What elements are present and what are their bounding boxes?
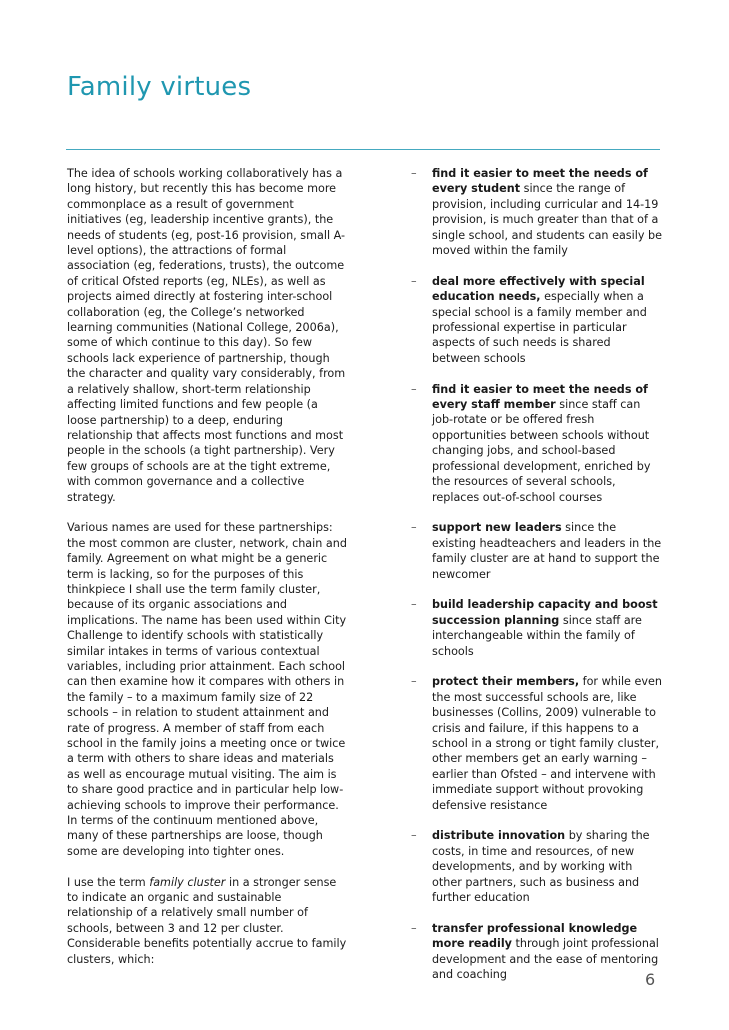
paragraph-3-post: in a stronger sense to indicate an organic and sustainable relationship of a relatively small number of schools, between 3 and 12 per cluster. Considerable benefits potentially accrue to family clusters, which: [67,875,347,966]
paragraph-2: Various names are used for these partnerships: the most common are cluster, network, chain and family. Agreement on what might be a generic term is lacking, so for the purposes of this thinkpiece I shall use the term family cluster, because of its organic associations and implications. The name has been used within City Challenge to identify schools with statistically similar intakes in terms of various contextual variables, including prior attainment. Each school can then examine how it compares with others in the family – to a maximum family size of 22 schools – in relation to student attainment and rate of progress. A member of staff from each school in the family joins a meeting once or twice a term with others to share ideas and materials as well as encourage mutual visiting. The aim is to share good practice and in particular help low-achieving schools to improve their performance. In terms of the continuum mentioned above, many of these partnerships are loose, though some are developing into tighter ones. [67,521,347,858]
dash-bullet: – [411,921,417,935]
paragraph-3 [67,875,349,967]
benefits-list [411,166,663,998]
bullet-text: since the existing headteachers and leaders in the family cluster are at hand to support the newcomer [432,521,662,581]
bullet-text: since staff are interchangeable within the family of schools [432,613,642,658]
title-divider [66,149,660,150]
dash-bullet: – [411,274,417,288]
bullet-bold: find it easier to meet the needs of every staff member [432,382,648,412]
bullet-bold: find it easier to meet the needs of every student [432,167,648,196]
list-item [411,597,662,659]
paragraph-3-term: family cluster [149,875,226,889]
page-title: Family virtues [67,72,252,102]
bullet-text: since the range of provision, including curricular and 14-19 provision, is much greater than that of a single school, and students can easily be moved within the family [432,182,663,258]
list-item [411,166,663,258]
bullet-text: especially when a special school is a family member and professional expertise in particular aspects of such needs is shared between schools [432,290,647,365]
bullet-bold: deal more effectively with special education needs, [432,274,645,304]
bullet-bold: distribute innovation [432,829,566,843]
page-number: 6 [645,970,656,989]
bullet-bold: build leadership capacity and boost succession planning [432,598,658,627]
list-item [411,828,662,905]
list-item [411,674,662,813]
bullet-text: by sharing the costs, in time and resources, of new developments, and by working with other partners, such as business and further education [432,829,650,904]
list-item [411,274,662,366]
dash-bullet: – [411,521,417,535]
list-item [411,520,662,582]
list-item [411,382,662,505]
bullet-bold: transfer professional knowledge more readily [432,921,638,951]
bullet-text: since staff can job-rotate or be offered fresh opportunities between schools without changing jobs, and school-based professional development, enriched by the resources of several schools, replaces out-of-school courses [432,398,651,504]
bullet-bold: support new leaders [432,521,562,535]
dash-bullet: – [411,675,417,689]
dash-bullet: – [411,382,417,396]
dash-bullet: – [411,598,417,612]
dash-bullet: – [411,829,417,843]
dash-bullet: – [411,167,417,180]
left-column [67,166,349,982]
bullet-text: through joint professional development and the ease of mentoring and coaching [432,937,659,982]
list-item [411,921,662,983]
paragraph-3-pre: I use the term [67,875,150,889]
paragraph-1: The idea of schools working collaboratively has a long history, but recently this has become more commonplace as a result of government initiatives (eg, leadership incentive grants), the needs of students (eg, post-16 provision, small A-level options), the attractions of formal association (eg, federations, trusts), the outcome of critical Ofsted reports (eg, NLEs), as well as projects aimed directly at fostering inter-school collaboration (eg, the College’s networked learning communities (National College, 2006a), some of which continue to this day). So few schools lack experience of partnership, though the character and quality vary considerably, from a relatively shallow, short-term relationship affecting limited functions and few people (a loose partnership) to a deep, enduring relationship that affects most functions and most people in the schools (a tight partnership). Very few groups of schools are at the tight extreme, with common governance and a collective strategy. [67,167,346,504]
bullet-bold: protect their members, [432,675,580,689]
bullet-text: for while even the most successful schools are, like businesses (Collins, 2009) vulnerable to crisis and failure, if this happens to a school in a strong or tight family cluster, other members get an early warning – earlier than Ofsted – and intervene with immediate support without provoking defensive resistance [432,675,662,812]
